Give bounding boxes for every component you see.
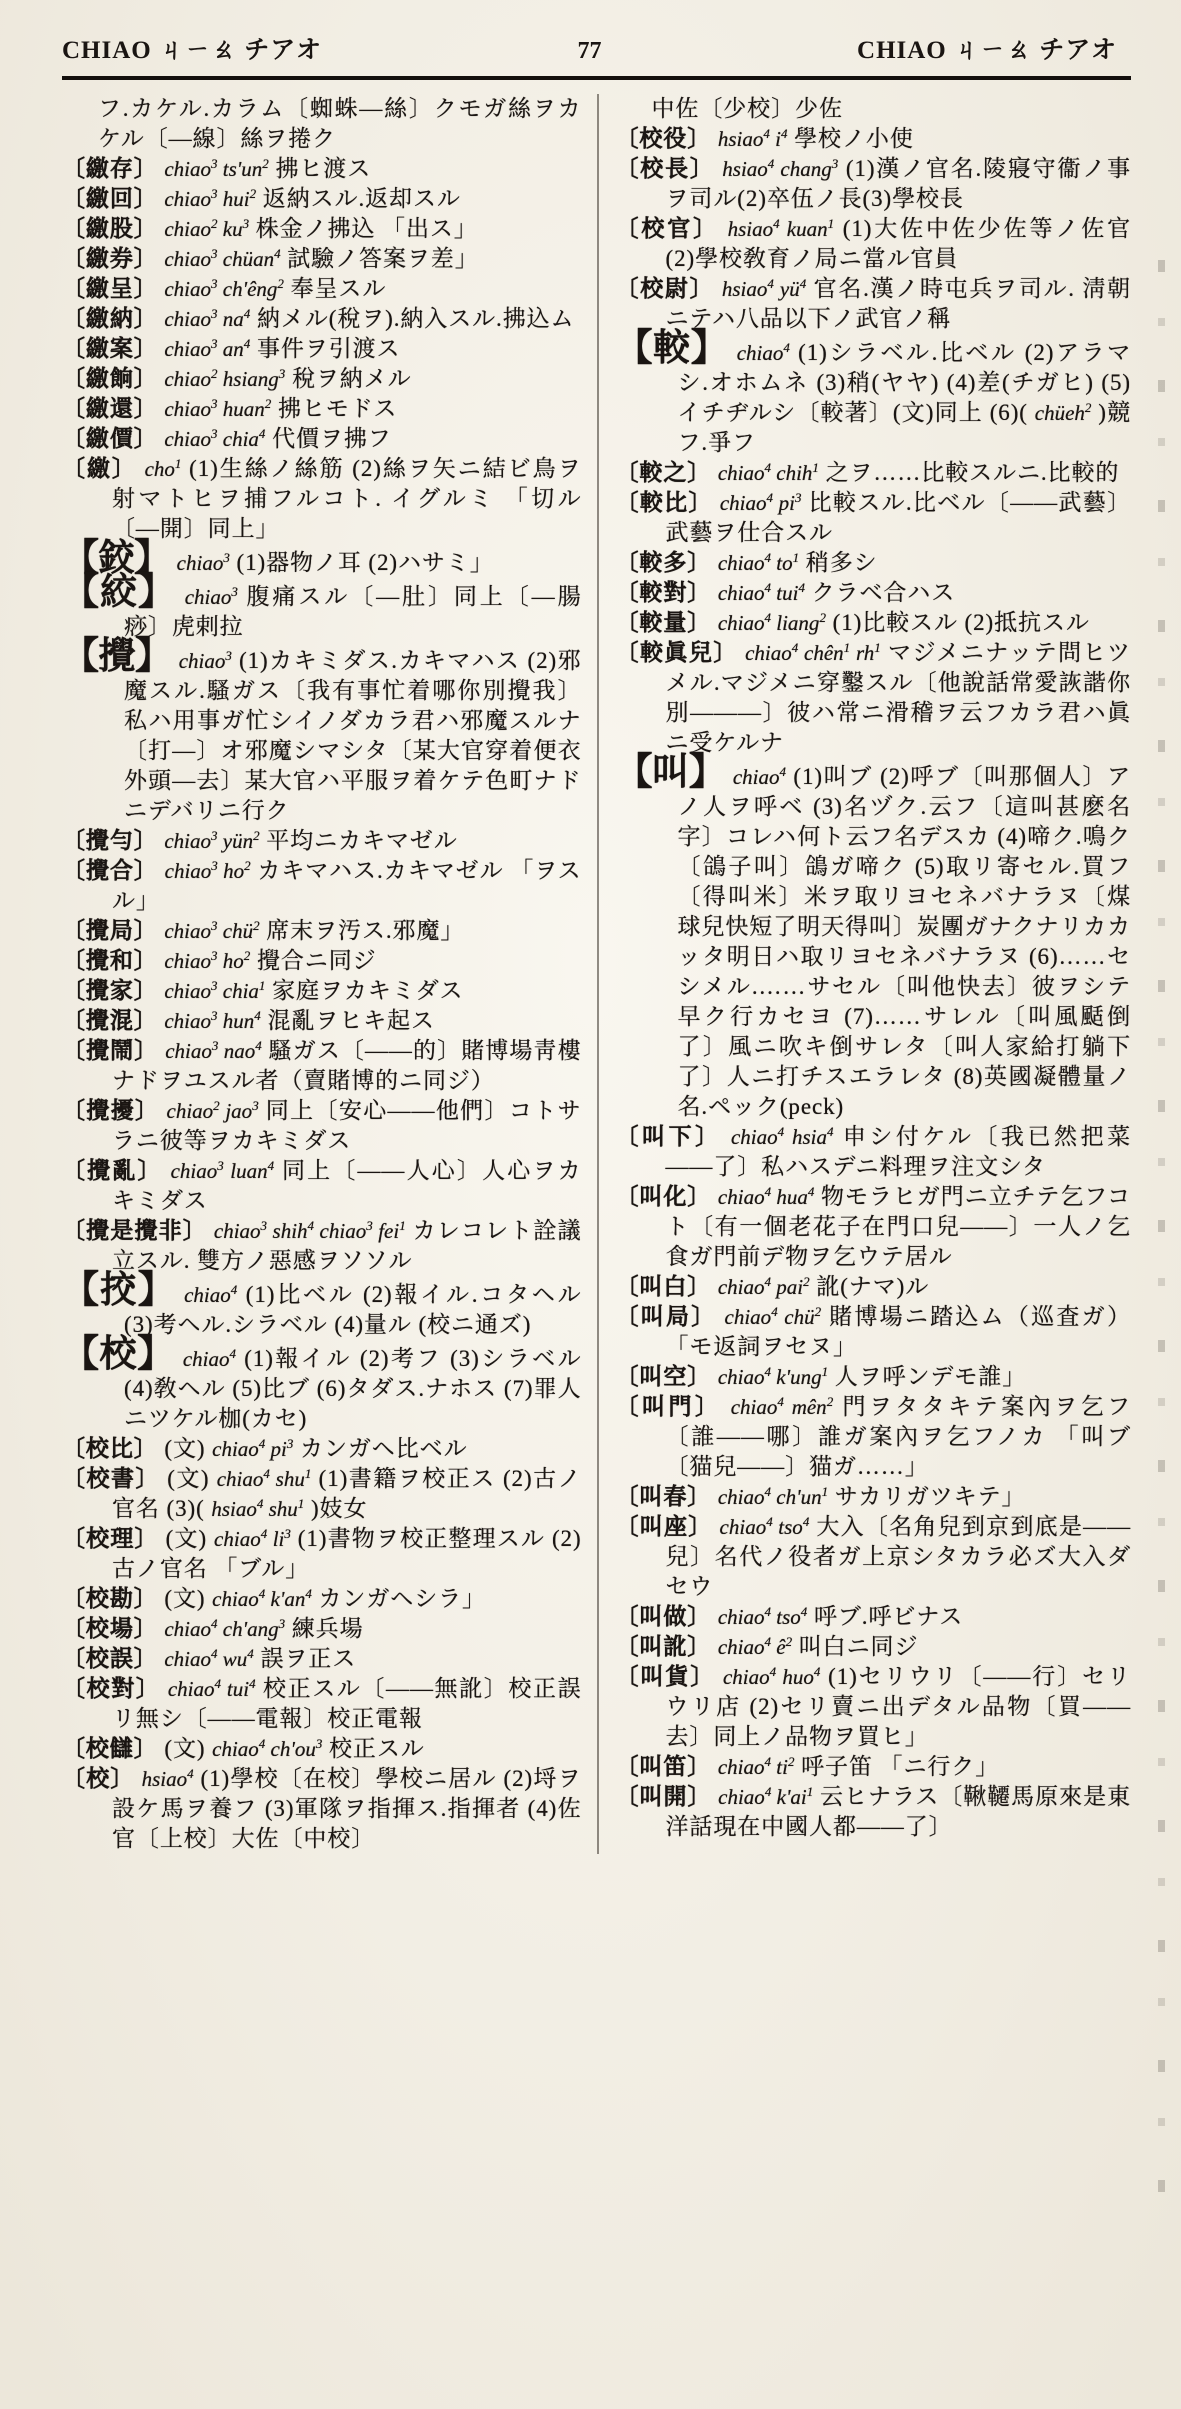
dict-entry: [62, 1270, 582, 1340]
entry-definition: マジメニナッテ問ヒツメル.マジメニ穿鑿スル〔他說話常愛詼諧你別———〕彼ハ常ニ滑稽ヲ云フカラ君ハ眞ニ受ケルナ: [665, 640, 1131, 755]
entry-definition: 腹痛スル〔—肚〕同上〔—腸痧〕虎剌拉: [124, 584, 582, 639]
entry-headword: 〔攪合〕: [62, 858, 158, 883]
entry-headword: 〔校勘〕: [62, 1586, 158, 1611]
entry-definition: 官名.漢ノ時屯兵ヲ司ル. 淸朝ニテハ八品以下ノ武官ノ稱: [665, 276, 1131, 331]
dict-entry: [62, 364, 582, 394]
entry-headword: 〔攪混〕: [62, 1008, 158, 1033]
entry-definition: 返納スル.返却スル: [262, 186, 461, 211]
dict-entry: [62, 1764, 582, 1854]
entry-headword: 〔繳呈〕: [62, 276, 158, 301]
dictionary-column-left: [62, 94, 597, 1854]
dict-entry: [616, 214, 1132, 274]
entry-headword: 〔攪擾〕: [62, 1098, 160, 1123]
entry-definition: カキマハス.カキマゼル 「ヲスル」: [112, 858, 582, 913]
entry-headword: 〔校長〕: [615, 156, 715, 181]
entry-romanization: chiao$^3$ ch'êng$^2$: [164, 276, 284, 301]
entry-headword: 〔校對〕: [62, 1676, 161, 1701]
entry-headword: 〔叫下〕: [615, 1124, 722, 1149]
entry-definition: 中佐〔少校〕少佐: [651, 96, 843, 121]
entry-headword: 〔攪局〕: [62, 918, 158, 943]
entry-romanization: hsiao$^4$: [141, 1766, 194, 1791]
entry-headword: 〔叫做〕: [615, 1604, 712, 1629]
dict-entry: [616, 1272, 1132, 1302]
dict-entry: [62, 916, 582, 946]
entry-romanization: chiao$^3$ chüan$^4$: [164, 246, 281, 271]
entry-definition: 大入〔名角兒到京到底是——兒〕名代ノ役者ガ上京シタカラ必ズ大入ダセウ: [665, 1514, 1132, 1599]
entry-headword-large: 【叫】: [615, 752, 726, 793]
entry-romanization: chiao$^4$ $to^1$: [717, 550, 800, 575]
dict-entry: [62, 1006, 582, 1036]
entry-definition: 代價ヲ拂フ: [272, 426, 392, 451]
entry-headword: 〔攪是攪非〕: [62, 1218, 207, 1243]
dict-entry: [62, 304, 582, 334]
page-edge-artifacts: [1158, 260, 1165, 2210]
dict-entry: [62, 1734, 582, 1764]
entry-romanization: chiao$^4$ $pi^3$: [719, 490, 802, 515]
entry-romanization: chiao$^3$ shih$^4$ chiao$^3$ fei$^1$: [213, 1218, 406, 1243]
entry-romanization: chiao$^4$ chên$^1$ $rh^1$: [745, 640, 881, 665]
entry-headword: 〔攪亂〕: [62, 1158, 163, 1183]
entry-romanization: chiao$^3$ $na^4$: [164, 306, 251, 331]
entry-definition: (1)カキミダス.カキマハス (2)邪魔スル.騷ガス〔我有事忙着哪你別攪我〕私ハ用事ガ忙シイノダカラ君ハ邪魔スルナ〔打—〕オ邪魔シマシタ〔某大官穿着便衣外頭—去〕某大官ハ平服ヲ着ケテ色町ナドニデバリニ行ク: [124, 648, 582, 823]
dict-entry: [616, 1122, 1132, 1182]
entry-headword: 〔叫白〕: [615, 1274, 712, 1299]
entry-definition: (1)書籍ヲ校正ス (2)古ノ官名 (3)(: [112, 1466, 582, 1521]
entry-definition: (1)報イル (2)考フ (3)シラベル (4)敎ヘル (5)比ブ (6)タダス.ナホス (7)罪人ニツケル枷(カセ): [124, 1346, 582, 1431]
entry-romanization: chiao$^3$: [178, 648, 232, 673]
entry-romanization: chüeh$^2$: [1034, 400, 1092, 425]
entry-romanization: chiao$^4$ tso$^4$: [717, 1604, 808, 1629]
entry-definition: 同上〔——人心〕人心ヲカキミダス: [112, 1158, 582, 1213]
entry-definition: 同上〔安心——他們〕コトサラニ彼等ヲカキミダス: [112, 1098, 582, 1153]
entry-definition: 訛(ナマ)ル: [816, 1274, 930, 1299]
entry-romanization: chiao$^4$: [736, 340, 790, 365]
dict-entry: [62, 94, 582, 154]
entry-headword-large: 【絞】: [62, 572, 177, 613]
entry-headword-large: 【鉸】: [62, 538, 170, 579]
entry-headword: 〔攪和〕: [62, 948, 158, 973]
entry-romanization: chiao$^4$ $wu^4$: [164, 1646, 254, 1671]
entry-headword: 〔繳〕: [62, 456, 137, 481]
dict-entry: [62, 1096, 582, 1156]
entry-romanization: chiao$^3$: [176, 550, 230, 575]
entry-definition: 拂ヒモドス: [277, 396, 398, 421]
dict-entry: [62, 394, 582, 424]
entry-definition: 賭博場ニ踏込ム（巡査ガ） 「モ返詞ヲセヌ」: [665, 1304, 1132, 1359]
entry-definition: 呼ブ.呼ビナス: [813, 1604, 964, 1629]
dict-entry: [62, 1334, 582, 1434]
dict-entry: [62, 1464, 582, 1524]
dict-entry: [616, 1362, 1132, 1392]
entry-definition: カンガヘ比ベル: [300, 1436, 468, 1461]
entry-definition: 門ヲタタキテ案內ヲ乞フ〔誰——哪〕誰ガ案內ヲ乞フノカ 「叫ブ〔猫兒——〕猫ガ……」: [665, 1394, 1132, 1479]
entry-headword: 〔校役〕: [615, 126, 712, 151]
entry-headword: 〔校〕: [62, 1766, 135, 1791]
entry-romanization: chiao$^2$ $ku^3$: [164, 216, 250, 241]
entry-definition: )妓女: [310, 1496, 368, 1521]
entry-romanization: chiao$^4$ k'ung$^1$: [717, 1364, 829, 1389]
entry-headword: 〔叫空〕: [615, 1364, 712, 1389]
entry-headword: 〔校讎〕: [62, 1736, 158, 1761]
entry-definition: 物モラヒガ門ニ立チテ乞フコト〔有一個老花子在門口兒——〕一人ノ乞食ガ門前デ物ヲ乞ウテ居ル: [665, 1184, 1131, 1269]
entry-romanization: chiao$^4$ $ti^2$: [717, 1754, 795, 1779]
entry-romanization: chiao$^4$: [182, 1346, 236, 1371]
entry-headword: 〔校書〕: [62, 1466, 160, 1491]
entry-romanization: chiao$^3$ chia$^1$: [164, 978, 266, 1003]
entry-definition: 校正スル: [329, 1736, 425, 1761]
entry-definition: (1)シラベル.比ベル (2)アラマシ.オホムネ (3)稍(ヤヤ) (4)差(チガヒ) (5)イチヂルシ〔較著〕(文)同上 (6)(: [677, 340, 1132, 425]
entry-headword: 〔校誤〕: [62, 1646, 158, 1671]
entry-romanization: chiao$^4$ $ê^2$: [717, 1634, 793, 1659]
entry-definition: 練兵場: [291, 1616, 364, 1641]
entry-headword-large: 【挍】: [62, 1270, 176, 1311]
entry-headword: 〔繳案〕: [62, 336, 158, 361]
entry-headword: 〔繳納〕: [62, 306, 158, 331]
dictionary-column-right: [597, 94, 1132, 1854]
entry-romanization: chiao$^3$ $an^4$: [164, 336, 251, 361]
running-head-left: CHIAO ㄐㄧㄠ チアオ: [62, 37, 322, 64]
entry-romanization: chiao$^4$: [732, 764, 787, 789]
entry-definition: フ.カケル.カラム〔蜘蛛—絲〕クモガ絲ヲカケル〔—線〕絲ヲ捲ク: [98, 96, 582, 151]
entry-romanization: chiao$^4$ liang$^2$: [717, 610, 826, 635]
dict-entry: [62, 1524, 582, 1584]
dict-entry: [62, 1216, 582, 1276]
entry-headword: 〔叫春〕: [615, 1484, 712, 1509]
dict-entry: [616, 1602, 1132, 1632]
dict-entry: [62, 454, 582, 544]
entry-definition: 奉呈スル: [290, 276, 387, 301]
entry-romanization: hsiao$^4$ chang$^3$: [722, 156, 839, 181]
entry-headword: 〔校官〕: [615, 216, 719, 241]
entry-romanization: hsiao$^4$ $i^4$: [717, 126, 788, 151]
entry-romanization: chiao$^2$ hsiang$^3$: [164, 366, 286, 391]
entry-headword: 〔繳回〕: [62, 186, 158, 211]
entry-headword: 〔叫局〕: [615, 1304, 717, 1329]
entry-headword: 〔叫貨〕: [615, 1664, 716, 1689]
entry-definition: 校正スル〔——無訛〕校正誤リ無シ〔——電報〕校正電報: [112, 1676, 582, 1731]
page-number: 77: [577, 38, 602, 64]
entry-definition: 平均ニカキマゼル: [266, 828, 458, 853]
entry-romanization: chiao$^4$ chih$^1$: [717, 460, 819, 485]
dict-entry: [62, 1614, 582, 1644]
entry-headword: 〔叫門〕: [615, 1394, 722, 1419]
dict-entry: [616, 638, 1132, 758]
entry-definition: 稍多シ: [805, 550, 878, 575]
entry-headword: 〔叫座〕: [615, 1514, 713, 1539]
dict-entry: [62, 214, 582, 244]
entry-headword: 〔較之〕: [615, 460, 712, 485]
entry-definition: (文): [164, 1736, 206, 1761]
entry-definition: 申シ付ケル〔我已然把菜——了〕私ハスデニ料理ヲ注文シタ: [665, 1124, 1131, 1179]
dict-entry: [616, 578, 1132, 608]
entry-romanization: hsiao$^4$ $yü^4$: [721, 276, 807, 301]
entry-definition: 云ヒナラス〔鞦韆馬原來是東洋話現在中國人都——了〕: [665, 1784, 1131, 1839]
entry-headword: 〔叫訛〕: [615, 1634, 712, 1659]
entry-headword-large: 【較】: [615, 328, 729, 369]
entry-definition: 人ヲ呼ンデモ誰」: [834, 1364, 1027, 1389]
entry-definition: (1)生絲ノ絲筋 (2)絲ヲ矢ニ結ビ鳥ヲ射マトヒヲ捕フルコト. イグルミ 「切ル〔—開〕同上」: [112, 456, 582, 541]
dictionary-columns: [62, 80, 1131, 1854]
dict-entry: [62, 976, 582, 1006]
entry-definition: 誤ヲ正ス: [260, 1646, 357, 1671]
entry-romanization: chiao$^3$: [184, 584, 238, 609]
entry-definition: 家庭ヲカキミダス: [272, 978, 464, 1003]
entry-romanization: chiao$^4$ $k'ai^1$: [718, 1784, 814, 1809]
entry-definition: (文): [164, 1436, 206, 1461]
dict-entry: [616, 488, 1132, 548]
entry-romanization: chiao$^4$ tui$^4$: [717, 580, 805, 605]
entry-definition: 株金ノ拂込 「出ス」: [255, 216, 478, 241]
entry-headword: 〔繳價〕: [62, 426, 158, 451]
entry-headword: 〔較多〕: [615, 550, 712, 575]
entry-headword: 〔較眞兒〕: [615, 640, 738, 665]
entry-definition: 叫白ニ同ジ: [798, 1634, 919, 1659]
dict-entry: [616, 94, 1132, 124]
entry-headword: 〔較量〕: [615, 610, 712, 635]
dict-entry: [616, 124, 1132, 154]
entry-romanization: chiao$^4$ mên$^2$: [730, 1394, 834, 1419]
entry-headword: 〔繳存〕: [62, 156, 158, 181]
entry-romanization: chiao$^3$ $ts'un^2$: [164, 156, 269, 181]
entry-romanization: chiao$^4$ $pi^3$: [212, 1436, 294, 1461]
dict-entry: [615, 752, 1132, 1122]
entry-romanization: chiao$^4$ $li^3$: [214, 1526, 291, 1551]
entry-headword: 〔校比〕: [62, 1436, 158, 1461]
entry-romanization: chiao$^4$ pai$^2$: [717, 1274, 810, 1299]
dict-entry: [62, 1434, 582, 1464]
dict-entry: [62, 424, 582, 454]
entry-romanization: chiao$^4$ hsia$^4$: [730, 1124, 834, 1149]
entry-definition: (1)比較スル (2)抵抗スル: [832, 610, 1090, 635]
entry-headword: 〔繳還〕: [62, 396, 158, 421]
dict-entry: [616, 1182, 1132, 1272]
entry-romanization: chiao$^4$ tui$^4$: [167, 1676, 256, 1701]
entry-definition: クラベ合ハス: [811, 580, 956, 605]
entry-definition: (1)書物ヲ校正整理スル (2)古ノ官名 「ブル」: [112, 1526, 582, 1581]
dict-entry: [62, 184, 582, 214]
dict-entry: [615, 328, 1132, 458]
entry-definition: (1)器物ノ耳 (2)ハサミ」: [236, 550, 494, 575]
entry-definition: 事件ヲ引渡ス: [256, 336, 401, 361]
entry-romanization: chiao$^3$ chia$^4$: [164, 426, 266, 451]
entry-romanization: chiao$^4$ $ch'un^1$: [717, 1484, 829, 1509]
entry-definition: 學校ノ小使: [794, 126, 914, 151]
entry-definition: (1)大佐中佐少佐等ノ佐官 (2)學校敎育ノ局ニ當ル官員: [665, 216, 1132, 271]
entry-definition: (1)漢ノ官名.陵寢守衞ノ事ヲ司ル(2)卒伍ノ長(3)學校長: [665, 156, 1132, 211]
entry-definition: カンガヘシラ」: [318, 1586, 486, 1611]
entry-romanization: chiao$^3$ hui$^2$: [164, 186, 257, 211]
dict-entry: [616, 1752, 1132, 1782]
dict-entry: [62, 1156, 582, 1216]
dict-entry: [616, 1392, 1132, 1482]
dict-entry: [616, 1482, 1132, 1512]
entry-definition: 試驗ノ答案ヲ差」: [287, 246, 479, 271]
entry-headword: 〔較比〕: [615, 490, 713, 515]
entry-definition: (1)叫ブ (2)呼ブ〔叫那個人〕アノ人ヲ呼ベ (3)名ヅク.云フ〔這叫甚麽名字〕コレハ何ト云フ名デスカ (4)啼ク.鳴ク〔鴿子叫〕鴿ガ啼ク (5)取リ寄セル.買フ〔得叫米〕米ヲ取リヨセネバナラヌ〔煤球兒快短了明天得叫〕炭團ガナクナリカカッタ明日ハ取リヨセネバナラヌ (6)……セシメル.……サセル〔叫他快去〕彼ヲシテ早ク行カセヨ (7)……サレル〔叫風颳倒了〕風ニ吹キ倒サレタ〔叫人家給打躺下了〕人ニ打チスエラレタ (8)英國凝體量ノ名.ペック(peck): [677, 764, 1132, 1119]
entry-definition: 之ヲ……比較スルニ.比較的: [825, 460, 1120, 485]
dict-entry: [62, 334, 582, 364]
entry-definition: (文): [164, 1586, 206, 1611]
entry-headword-large: 【攪】: [62, 636, 172, 677]
running-head-right: CHIAO ㄐㄧㄠ チアオ: [857, 37, 1117, 64]
entry-romanization: chiao$^4$ ch'ang$^3$: [164, 1616, 286, 1641]
entry-headword: 〔攪鬧〕: [62, 1038, 159, 1063]
entry-definition: (1)セリウリ〔——行〕セリウリ店 (2)セリ賣ニ出デタル品物〔買——去〕同上ノ品物ヲ買ヒ」: [665, 1664, 1132, 1749]
entry-definition: 席末ヲ汚ス.邪魔」: [266, 918, 465, 943]
dict-entry: [62, 274, 582, 304]
entry-romanization: chiao$^3$ luan$^4$: [170, 1158, 275, 1183]
entry-definition: 比較スル.比ベル〔——武藝〕武藝ヲ仕合スル: [665, 490, 1131, 545]
entry-definition: カレコレト詮議立スル. 雙方ノ惡感ヲソソル: [112, 1218, 582, 1273]
entry-headword: 〔攪勻〕: [62, 828, 158, 853]
entry-headword: 〔攪家〕: [62, 978, 158, 1003]
entry-headword: 〔繳餉〕: [62, 366, 158, 391]
dict-entry: [62, 1644, 582, 1674]
entry-romanization: chiao$^4$: [184, 1282, 238, 1307]
entry-romanization: chiao$^4$ $ch'ou^3$: [212, 1736, 323, 1761]
dict-entry: [616, 1662, 1132, 1752]
entry-romanization: hsiao$^4$ shu$^1$: [211, 1496, 305, 1521]
entry-definition: 混亂ヲヒキ起ス: [267, 1008, 435, 1033]
entry-headword: 〔校尉〕: [615, 276, 715, 301]
entry-headword: 〔叫笛〕: [615, 1754, 712, 1779]
entry-romanization: chiao$^4$ tso$^4$: [719, 1514, 810, 1539]
dict-entry: [616, 548, 1132, 578]
entry-romanization: chiao$^4$ huo$^4$: [722, 1664, 821, 1689]
entry-romanization: chiao$^4$ $k'an^4$: [212, 1586, 312, 1611]
entry-headword: 〔較對〕: [615, 580, 712, 605]
dict-entry: [62, 1674, 582, 1734]
entry-romanization: chiao$^3$ yün$^2$: [164, 828, 260, 853]
entry-headword-large: 【校】: [62, 1334, 175, 1375]
dict-entry: [616, 154, 1132, 214]
entry-romanization: chiao$^4$ hua$^4$: [717, 1184, 815, 1209]
dict-entry: [62, 1584, 582, 1614]
entry-headword: 〔叫開〕: [615, 1784, 712, 1809]
entry-definition: (文): [167, 1466, 210, 1491]
entry-definition: )競フ.爭フ: [677, 400, 1131, 455]
entry-romanization: chiao$^3$ $ho^2$: [164, 858, 251, 883]
dict-entry: [616, 1512, 1132, 1602]
entry-headword: 〔叫化〕: [615, 1184, 712, 1209]
entry-definition: 攪合ニ同ジ: [256, 948, 377, 973]
entry-romanization: chiao$^4$ chü$^2$: [724, 1304, 822, 1329]
entry-definition: (1)比ベル (2)報イル.コタヘル (3)考ヘル.シラベル (4)量ル (校ニ通ズ): [124, 1282, 582, 1337]
entry-headword: 〔校理〕: [62, 1526, 159, 1551]
dict-entry: [62, 1036, 582, 1096]
dict-entry: [62, 946, 582, 976]
dict-entry: [62, 636, 582, 826]
entry-headword: 〔繳券〕: [62, 246, 158, 271]
entry-definition: 呼子笛 「ニ行ク」: [801, 1754, 1000, 1779]
entry-definition: 騷ガス〔——的〕賭博場靑樓ナドヲユスル者（賣賭博的ニ同ジ）: [112, 1038, 582, 1093]
entry-headword: 〔校場〕: [62, 1616, 158, 1641]
entry-definition: 納メル(稅ヲ).納入スル.拂込ム: [256, 306, 575, 331]
entry-headword: 〔繳股〕: [62, 216, 158, 241]
entry-romanization: chiao$^3$ hun$^4$: [164, 1008, 261, 1033]
dict-entry: [616, 458, 1132, 488]
dict-entry: [616, 1782, 1132, 1842]
entry-definition: (文): [165, 1526, 208, 1551]
dict-entry: [616, 608, 1132, 638]
entry-romanization: chiao$^3$ chü$^2$: [164, 918, 260, 943]
entry-definition: 稅ヲ納メル: [291, 366, 412, 391]
entry-romanization: cho$^1$: [144, 456, 182, 481]
entry-romanization: chiao$^2$ jao$^3$: [166, 1098, 259, 1123]
entry-definition: 拂ヒ渡ス: [275, 156, 372, 181]
entry-definition: サカリガツキテ」: [834, 1484, 1026, 1509]
dict-entry: [62, 154, 582, 184]
dict-entry: [616, 274, 1132, 334]
dict-entry: [62, 826, 582, 856]
dict-entry: [62, 572, 582, 642]
entry-romanization: chiao$^3$ huan$^2$: [164, 396, 272, 421]
entry-definition: (1)學校〔在校〕學校ニ居ル (2)埒ヲ設ケ馬ヲ養フ (3)軍隊ヲ指揮ス.指揮者 (4)佐官〔上校〕大佐〔中校〕: [112, 1766, 582, 1851]
entry-romanization: chiao$^3$ $ho^2$: [164, 948, 251, 973]
entry-romanization: chiao$^4$ shu$^1$: [216, 1466, 312, 1491]
running-head: [62, 30, 1131, 66]
dict-entry: [616, 1632, 1132, 1662]
dict-entry: [62, 856, 582, 916]
dict-entry: [616, 1302, 1132, 1362]
entry-romanization: chiao$^3$ nao$^4$: [165, 1038, 262, 1063]
dict-entry: [62, 244, 582, 274]
entry-romanization: hsiao$^4$ kuan$^1$: [727, 216, 835, 241]
